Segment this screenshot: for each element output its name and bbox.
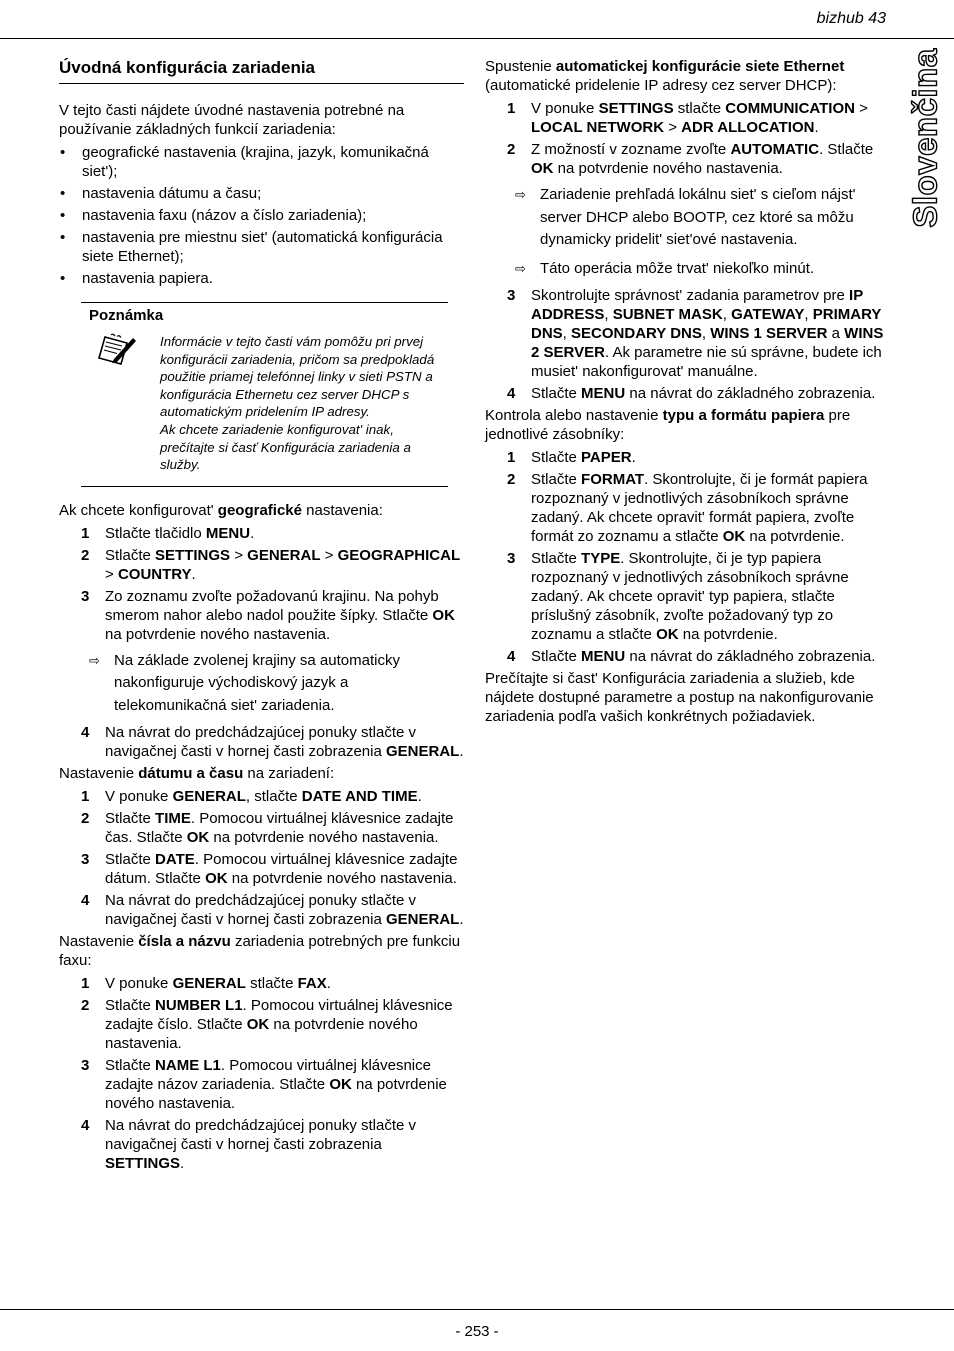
step-item: 3 Skontrolujte správnost' zadania parametrov pre IP ADDRESS, SUBNET MASK, GATEWAY, PRIMARY DNS, SECONDARY DNS, WINS 1 SERVER a WINS 2 SERVER. Ak parametre nie sú správne, budete ich musiet' nakonfigurovat' manuálne. <box>507 287 884 380</box>
header-rule <box>0 38 954 39</box>
result-note: ⇨ Zariadenie prehľadá lokálnu siet' s cieľom nájst' server DHCP alebo BOOTP, cez ktoré sa môžu dynamicky pridelit' siet'ové nastavenia. <box>515 186 856 248</box>
step-item: 3 Stlačte TYPE. Skontrolujte, či je typ papiera rozpoznaný v jednotlivých zásobníkoch správne zadaný. Ak chcete opravit' typ papiera, stlačte príslušný zásobník, zvoľte požadovaný typ zo zoznamu a stlačte OK na potvrdenie. <box>507 550 849 643</box>
note-text: Informácie v tejto časti vám pomôžu pri prvej konfigurácii zariadenia, pričom sa predpokladá použitie priamej telefónnej linky v sieti PSTN a konfigurácia Ethernetu cez server DHCP s automatickým pridelením IP adresy. <box>160 334 435 420</box>
step-item: 2 Stlačte NUMBER L1. Pomocou virtuálnej klávesnice zadajte číslo. Stlačte OK na potvrdenie nového nastavenia. <box>81 997 453 1053</box>
header-product-name: bizhub 43 <box>816 10 886 27</box>
step-item: 3 Zo zoznamu zvoľte požadovanú krajinu. Na pohyb smerom nahor alebo nadol použite šípky. Stlačte OK na potvrdenie nového nastavenia. <box>81 587 455 643</box>
note-title: Poznámka <box>89 307 164 324</box>
settings-bullet-list <box>59 143 464 288</box>
intro-paragraph: V tejto časti nájdete úvodné nastavenia potrebné na používanie základných funkcií zariadenia: <box>59 102 405 138</box>
geo-steps <box>59 524 464 644</box>
arrow-icon: ⇨ <box>89 652 100 668</box>
step-item: 4 Stlačte MENU na návrat do základného zobrazenia. <box>507 385 876 402</box>
datetime-steps <box>59 787 464 929</box>
step-item: 1 V ponuke GENERAL stlačte FAX. <box>81 975 331 993</box>
fax-steps <box>59 974 464 1173</box>
step-item: 2 Stlačte SETTINGS > GENERAL > GEOGRAPHICAL > COUNTRY. <box>81 546 461 583</box>
paper-steps <box>485 448 890 666</box>
right-column <box>485 57 890 730</box>
footer-rule <box>0 1309 954 1310</box>
side-tab-label: Slovenčina <box>906 48 944 228</box>
list-item: • nastavenia faxu (názov a číslo zariadenia); <box>59 206 464 225</box>
language-side-tab <box>906 48 944 228</box>
ethernet-steps <box>485 99 890 178</box>
step-item: 2 Z možností v zozname zvoľte AUTOMATIC. Stlačte OK na potvrdenie nového nastavenia. <box>507 141 874 177</box>
list-item: • geografické nastavenia (krajina, jazyk, komunikačná siet'); <box>59 143 464 181</box>
step-item: 1 V ponuke SETTINGS stlačte COMMUNICATION > LOCAL NETWORK > ADR ALLOCATION. <box>507 100 868 136</box>
notepad-pencil-icon <box>97 333 137 367</box>
arrow-icon: ⇨ <box>515 187 526 202</box>
step-item: 3 Stlačte NAME L1. Pomocou virtuálnej klávesnice zadajte názov zariadenia. Stlačte OK na potvrdenie nového nastavenia. <box>81 1057 447 1113</box>
step-item: 2 Stlačte TIME. Pomocou virtuálnej klávesnice zadajte čas. Stlačte OK na potvrdenie nového nastavenia. <box>81 810 454 847</box>
step-item: 1 V ponuke GENERAL, stlačte DATE AND TIME. <box>81 788 422 806</box>
fax-intro: Nastavenie čísla a názvu zariadenia potrebných pre funkciu faxu: <box>59 933 461 970</box>
list-item: • nastavenia dátumu a času; <box>59 184 464 203</box>
step-item: 4 Na návrat do predchádzajúcej ponuky stlačte v navigačnej časti v hornej časti zobrazenia SETTINGS. <box>81 1117 417 1173</box>
step-item: 3 Stlačte DATE. Pomocou virtuálnej klávesnice zadajte dátum. Stlačte OK na potvrdenie nového nastavenia. <box>81 851 458 888</box>
step-item: 1 Stlačte tlačidlo MENU. <box>81 524 255 542</box>
note-text: Ak chcete zariadenie konfigurovat' inak, prečítajte si časť Konfigurácia zariadenia a služby. <box>160 421 411 473</box>
step-item: 1 Stlačte PAPER. <box>507 449 636 466</box>
section-title: Úvodná konfigurácia zariadenia <box>59 57 464 84</box>
ethernet-steps-cont <box>485 286 890 403</box>
closing-paragraph: Prečítajte si čast' Konfigurácia zariadenia a služieb, kde nájdete dostupné parametre a postup na nakonfigurovanie zariadenia podľa vašich konkrétnych požiadaviek. <box>485 670 874 725</box>
note-box <box>81 302 448 487</box>
step-item: 2 Stlačte FORMAT. Skontrolujte, či je formát papiera rozpoznaný v jednotlivých zásobníkoch správne zadaný. Ak chcete opravit' formát papiera, zvoľte formát zo zoznamu a stlačte OK na potvrdenie. <box>507 471 868 545</box>
datetime-intro: Nastavenie dátumu a času na zariadení: <box>59 765 335 783</box>
ethernet-intro: Spustenie automatickej konfigurácie siete Ethernet (automatické pridelenie IP adresy cez server DHCP): <box>485 58 845 94</box>
geo-intro: Ak chcete konfigurovat' geografické nastavenia: <box>59 501 383 519</box>
step-item: 4 Na návrat do predchádzajúcej ponuky stlačte v navigačnej časti v hornej časti zobrazenia GENERAL. <box>81 892 464 929</box>
result-note: ⇨ Táto operácia môže trvat' niekoľko minút. <box>485 258 890 281</box>
paper-intro: Kontrola alebo nastavenie typu a formátu papiera pre jednotlivé zásobníky: <box>485 407 851 443</box>
list-item: • nastavenia papiera. <box>59 269 464 288</box>
step-item: 4 Stlačte MENU na návrat do základného zobrazenia. <box>507 648 876 665</box>
result-note: ⇨ Na základe zvolenej krajiny sa automaticky nakonfiguruje východiskový jazyk a telekomunikačná siet' zariadenia. <box>89 651 400 714</box>
left-column <box>59 57 464 1176</box>
step-item: 4 Na návrat do predchádzajúcej ponuky stlačte v navigačnej časti v hornej časti zobrazenia GENERAL. <box>81 724 464 761</box>
list-item: • nastavenia pre miestnu siet' (automatická konfigurácia siete Ethernet); <box>59 228 464 266</box>
arrow-icon: ⇨ <box>515 260 526 276</box>
note-body <box>160 333 448 474</box>
geo-steps-cont <box>59 723 464 761</box>
page-number: - 253 - <box>455 1323 499 1340</box>
